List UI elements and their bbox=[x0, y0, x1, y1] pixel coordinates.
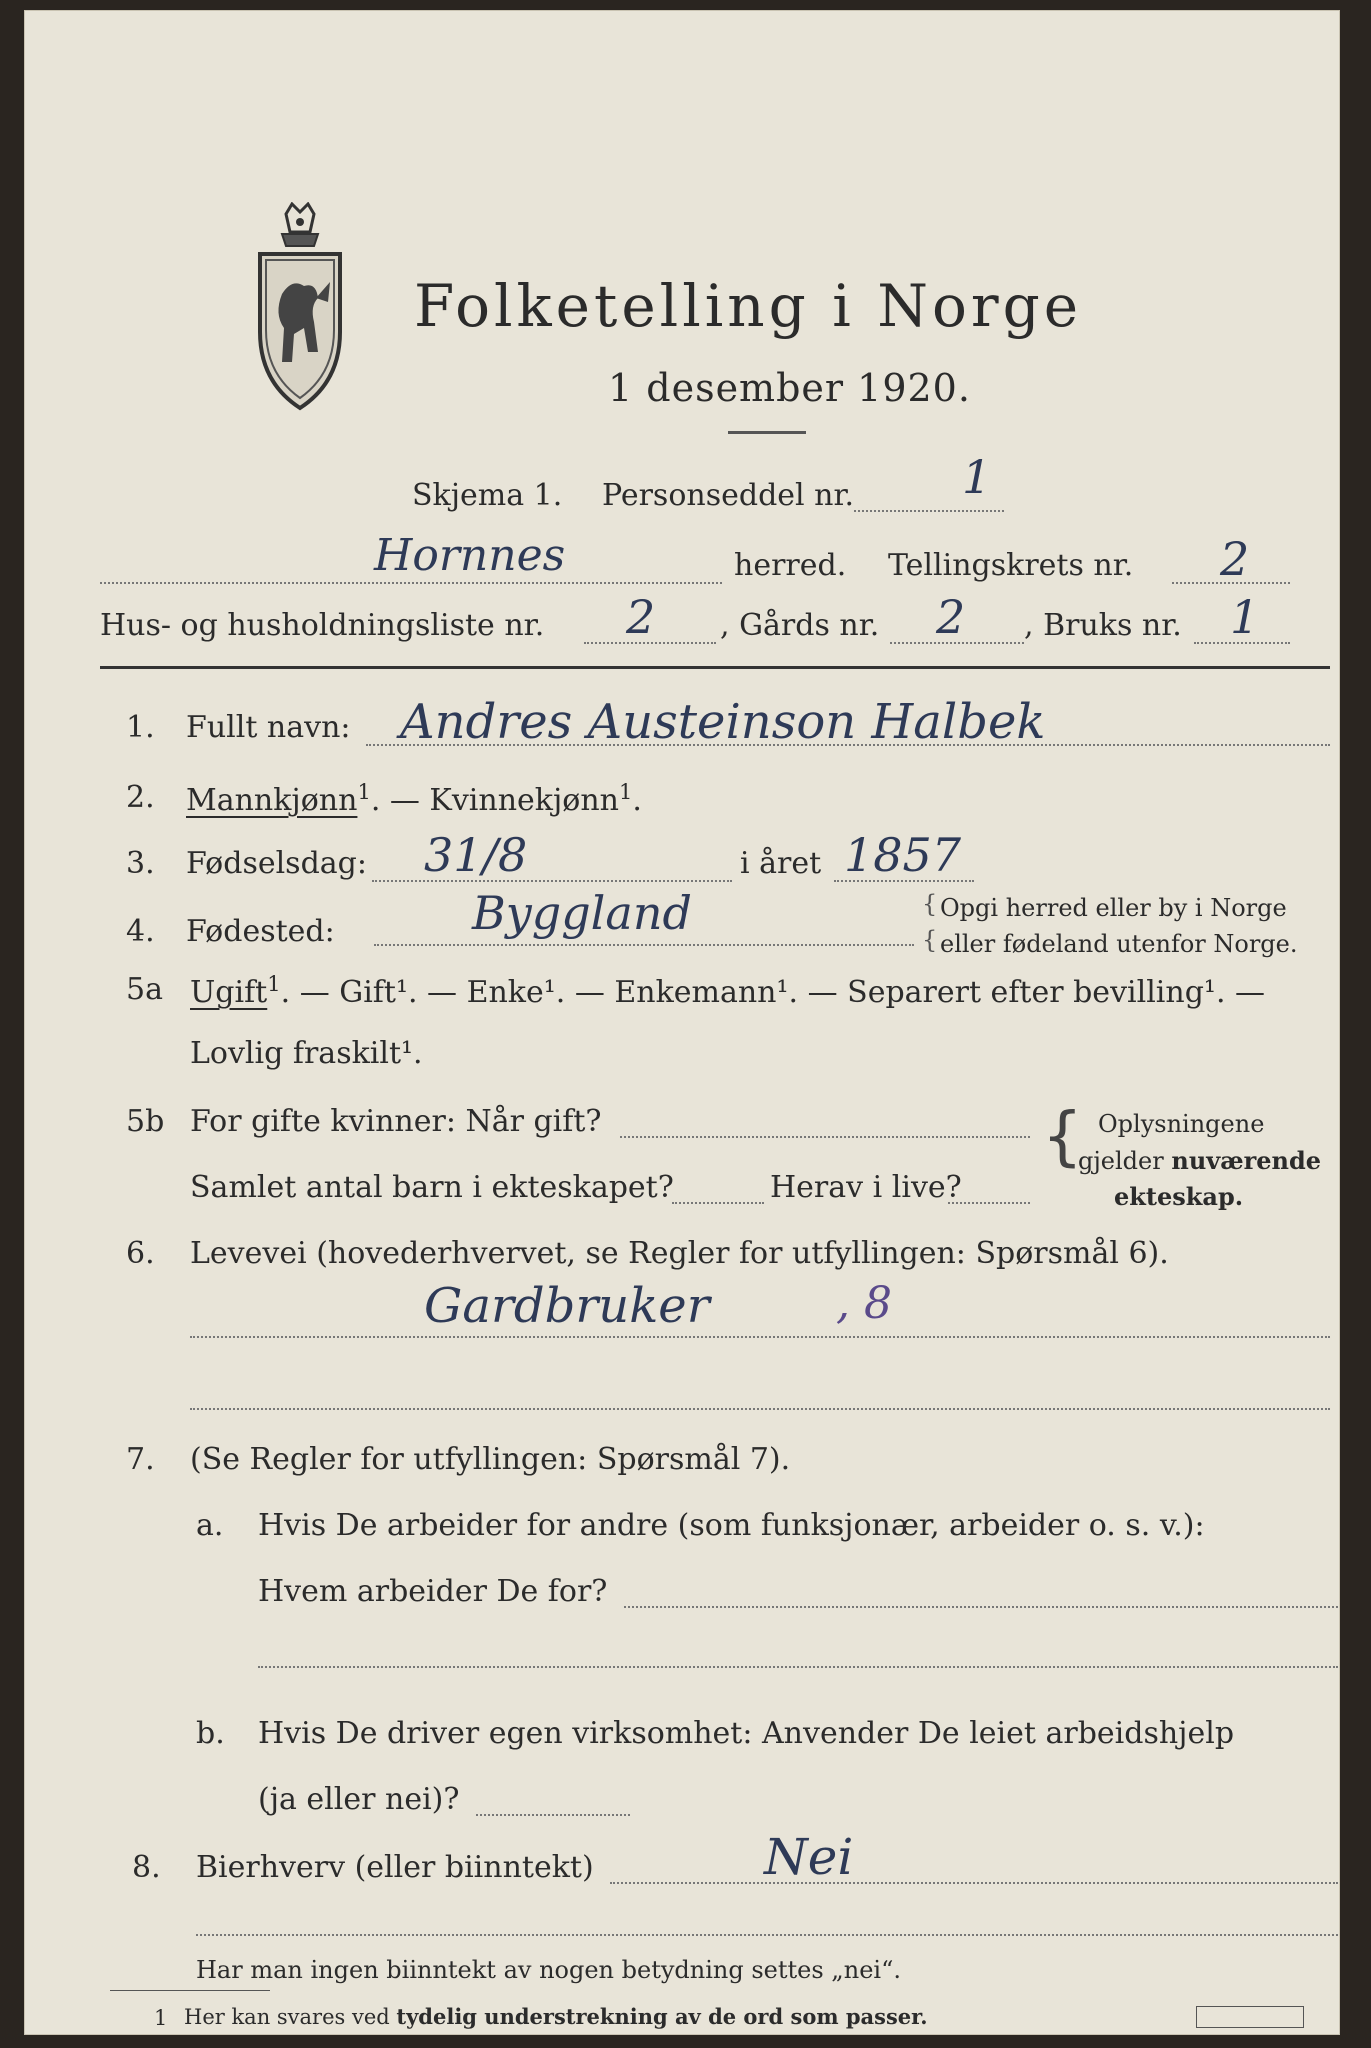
header-rule bbox=[100, 666, 1330, 669]
bruks-value[interactable]: 1 bbox=[1230, 590, 1260, 644]
skjema-label: Skjema 1. bbox=[412, 478, 563, 513]
gards-label: , Gårds nr. bbox=[720, 608, 880, 643]
q4-note-2: eller fødeland utenfor Norge. bbox=[940, 930, 1298, 958]
q4-brace-bottom: { bbox=[922, 926, 938, 954]
q6-label: Levevei (hovederhvervet, se Regler for utfyllingen: Spørsmål 6). bbox=[190, 1236, 1169, 1271]
q7a-line2: Hvem arbeider De for? bbox=[258, 1574, 608, 1609]
q2-options: Mannkjønn$^1$. — Kvinnekjønn$^1$. bbox=[186, 780, 642, 818]
year-label: i året bbox=[740, 846, 822, 881]
birthplace-line bbox=[374, 944, 914, 946]
census-date: 1 desember 1920. bbox=[608, 366, 971, 410]
q7b-line2: (ja eller nei)? bbox=[258, 1782, 460, 1817]
q4-number: 4. bbox=[126, 914, 155, 949]
q3-label: Fødselsdag: bbox=[186, 846, 367, 881]
q8-number: 8. bbox=[132, 1850, 161, 1885]
herred-label: herred. bbox=[734, 548, 847, 583]
q5b-note-3: ekteskap. bbox=[1114, 1182, 1244, 1211]
q8-label: Bierhverv (eller biinntekt) bbox=[196, 1850, 594, 1885]
q4-brace-top: { bbox=[922, 890, 938, 918]
personseddel-label: Personseddel nr. bbox=[602, 478, 855, 513]
q5b-number: 5b bbox=[126, 1104, 165, 1139]
employer-line bbox=[624, 1606, 1338, 1608]
other-status-options: . — Gift¹. — Enke¹. — Enkemann¹. — Separert efter bevilling¹. — bbox=[280, 975, 1266, 1010]
q3-number: 3. bbox=[126, 846, 155, 881]
husliste-label: Hus- og husholdningsliste nr. bbox=[100, 608, 545, 643]
q6-number: 6. bbox=[126, 1236, 155, 1271]
q5a-line2: Lovlig fraskilt¹. bbox=[190, 1036, 423, 1071]
personseddel-value[interactable]: 1 bbox=[962, 450, 992, 504]
q5b-note-1: Oplysningene bbox=[1098, 1110, 1265, 1138]
footnote-number: 1 bbox=[154, 2006, 168, 2030]
side-income-line-2 bbox=[196, 1934, 1338, 1936]
married-when-line bbox=[620, 1136, 1030, 1138]
q7a-letter: a. bbox=[196, 1508, 224, 1543]
q4-label: Fødested: bbox=[186, 914, 335, 949]
q5a-options: Ugift$^1$. — Gift¹. — Enke¹. — Enkemann¹. — Separert efter bevilling¹. — bbox=[190, 972, 1266, 1010]
coat-of-arms-icon bbox=[252, 202, 348, 414]
occupation-line-1 bbox=[190, 1336, 1330, 1338]
husliste-value[interactable]: 2 bbox=[626, 590, 656, 644]
herred-line bbox=[100, 582, 722, 584]
footnote-rule bbox=[110, 1990, 270, 1991]
full-name-value[interactable]: Andres Austeinson Halbek bbox=[400, 694, 1046, 750]
occupation-code: , 8 bbox=[836, 1278, 892, 1329]
birth-year-value[interactable]: 1857 bbox=[844, 828, 962, 882]
side-income-value[interactable]: Nei bbox=[764, 1828, 854, 1886]
q1-label: Fullt navn: bbox=[186, 710, 351, 745]
herred-value[interactable]: Hornnes bbox=[374, 530, 566, 581]
female-option[interactable]: Kvinnekjønn bbox=[429, 783, 619, 818]
q7b-letter: b. bbox=[196, 1716, 225, 1751]
side-income-line bbox=[610, 1882, 1338, 1884]
hired-help-line bbox=[476, 1814, 630, 1816]
footer-note: Har man ingen biinntekt av nogen betydning settes „nei“. bbox=[196, 1956, 901, 1984]
alive-line bbox=[948, 1202, 1030, 1204]
q5b-note-2: gjelder nuværende bbox=[1078, 1146, 1322, 1175]
occupation-value[interactable]: Gardbruker bbox=[424, 1278, 710, 1334]
personseddel-line bbox=[854, 510, 1004, 512]
footnote-text: Her kan svares ved tydelig understrekning av de ord som passer. bbox=[184, 2004, 928, 2029]
title-divider bbox=[728, 431, 806, 434]
q7-number: 7. bbox=[126, 1442, 155, 1477]
census-form bbox=[24, 10, 1340, 2035]
tellingskrets-label: Tellingskrets nr. bbox=[888, 548, 1134, 583]
q5b-alive-label: Herav i live? bbox=[770, 1170, 962, 1205]
q4-note-1: Opgi herred eller by i Norge bbox=[940, 894, 1287, 922]
male-option[interactable]: Mannkjønn bbox=[186, 783, 358, 818]
q5b-line1: For gifte kvinner: Når gift? bbox=[190, 1104, 602, 1139]
form-title: Folketelling i Norge bbox=[414, 272, 1083, 340]
q5b-brace: { bbox=[1042, 1100, 1083, 1174]
bruks-label: , Bruks nr. bbox=[1024, 608, 1182, 643]
q1-number: 1. bbox=[126, 710, 155, 745]
tellingskrets-value[interactable]: 2 bbox=[1220, 532, 1250, 586]
unmarried-option[interactable]: Ugift bbox=[190, 975, 268, 1010]
q2-number: 2. bbox=[126, 780, 155, 815]
q5a-number: 5a bbox=[126, 972, 163, 1007]
q7-label: (Se Regler for utfyllingen: Spørsmål 7). bbox=[190, 1442, 791, 1477]
employer-line-2 bbox=[258, 1666, 1338, 1668]
birthday-value[interactable]: 31/8 bbox=[424, 828, 528, 882]
q5b-children-label: Samlet antal barn i ekteskapet? bbox=[190, 1170, 674, 1205]
occupation-line-2 bbox=[190, 1408, 1330, 1410]
q7a-line1: Hvis De arbeider for andre (som funksjonær, arbeider o. s. v.): bbox=[258, 1508, 1205, 1543]
q7b-line1: Hvis De driver egen virksomhet: Anvender De leiet arbeidshjelp bbox=[258, 1716, 1235, 1751]
printer-stamp bbox=[1196, 2006, 1304, 2028]
gards-value[interactable]: 2 bbox=[936, 590, 966, 644]
children-line bbox=[672, 1202, 764, 1204]
birthplace-value[interactable]: Byggland bbox=[472, 886, 692, 940]
